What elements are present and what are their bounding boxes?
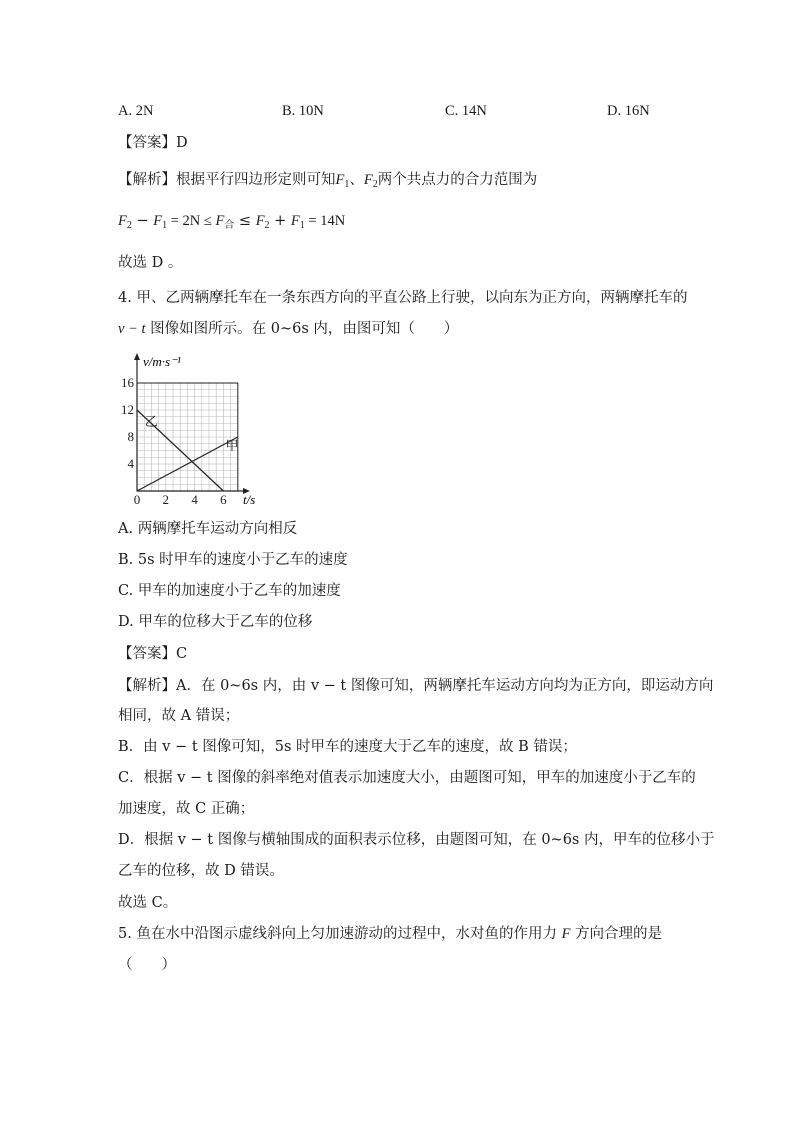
q3-conclusion: 故选 D 。 [118, 255, 183, 271]
answer-value: C [176, 646, 188, 662]
q4-analysis-c2: 加速度，故 C 正确； [118, 801, 255, 817]
x-tick-label: 2 [162, 492, 170, 507]
q4-analysis-a1: 【解析】A．在 0~6s 内，由 v − t 图像可知，两辆摩托车运动方向均为正方向，即运动方向 [118, 678, 714, 694]
q4-stem-line2: v − t 图像如图所示。在 0~6s 内，由图可知（ ） [118, 321, 459, 337]
analysis-text-end: 两个共点力的合力范围为 [377, 172, 538, 188]
q5-paren: （ ） [118, 957, 176, 973]
vt-symbol: v − t [118, 321, 146, 337]
f2-symbol: $F_2$ [363, 172, 378, 190]
separator: 、 [349, 172, 364, 188]
q3-analysis [118, 170, 537, 195]
series-label-yi: 乙 [144, 414, 158, 430]
q4-analysis-c1: C．根据 v − t 图像的斜率绝对值表示加速度大小，由题图可知，甲车的加速度小于乙车的 [118, 770, 696, 786]
vt-chart [112, 350, 272, 510]
q4-conclusion: 故选 C。 [118, 895, 178, 911]
x-tick-label: 4 [191, 492, 198, 507]
q3-option-d: D. 16N [607, 103, 650, 119]
x-tick-label: 6 [220, 492, 227, 507]
series-label-jia: 甲 [225, 437, 239, 453]
q3-option-a: A. 2N [118, 103, 154, 119]
q4-analysis-b: B．由 v − t 图像可知，5s 时甲车的速度大于乙车的速度，故 B 错误； [118, 739, 577, 755]
analysis-tag: 【解析】 [118, 172, 176, 188]
force-symbol: F [561, 926, 571, 942]
y-tick-label: 8 [127, 429, 134, 444]
y-axis-arrow [134, 353, 140, 360]
q4-option-a: A. 两辆摩托车运动方向相反 [118, 521, 298, 537]
q4-answer [118, 644, 187, 664]
chart-grid [137, 383, 238, 491]
q4-analysis-d2: 乙车的位移，故 D 错误。 [118, 863, 284, 879]
q3-formula: $F_2 - F_1 = 2N \le F_合 \le F_2 + F_1 = 14N$ [118, 213, 346, 231]
q4-analysis-d1: D．根据 v − t 图像与横轴围成的面积表示位移，由题图可知，在 0~6s 内，甲车的位移小于 [118, 832, 715, 848]
q4-stem-line1: 4. 甲、乙两辆摩托车在一条东西方向的平直公路上行驶，以向东为正方向，两辆摩托车的 [118, 290, 688, 306]
y-tick-label: 16 [121, 375, 134, 390]
answer-value: D [176, 135, 188, 151]
answer-tag: 【答案】 [118, 135, 176, 151]
q4-option-b: B. 5s 时甲车的速度小于乙车的速度 [118, 552, 348, 568]
q4-option-d: D. 甲车的位移大于乙车的位移 [118, 614, 313, 630]
y-tick-label: 12 [121, 402, 134, 417]
q4-option-c: C. 甲车的加速度小于乙车的加速度 [118, 583, 341, 599]
answer-tag: 【答案】 [118, 646, 176, 662]
analysis-text: 根据平行四边形定则可知 [176, 172, 336, 188]
q3-option-b: B. 10N [282, 103, 324, 119]
q4-analysis-a2: 相同，故 A 错误； [118, 708, 240, 724]
q3-option-c: C. 14N [445, 103, 487, 119]
x-tick-label: 0 [133, 492, 141, 507]
f1-symbol: $F_1$ [335, 172, 350, 190]
x-axis-label: t/s [243, 492, 256, 507]
q5-stem: 5. 鱼在水中沿图示虚线斜向上匀加速游动的过程中，水对鱼的作用力 F 方向合理的是 [118, 926, 663, 942]
q3-answer [118, 133, 188, 153]
y-axis-label: v/m·s⁻¹ [143, 354, 181, 369]
y-tick-label: 4 [127, 456, 134, 471]
analysis-tag: 【解析】 [118, 678, 176, 694]
